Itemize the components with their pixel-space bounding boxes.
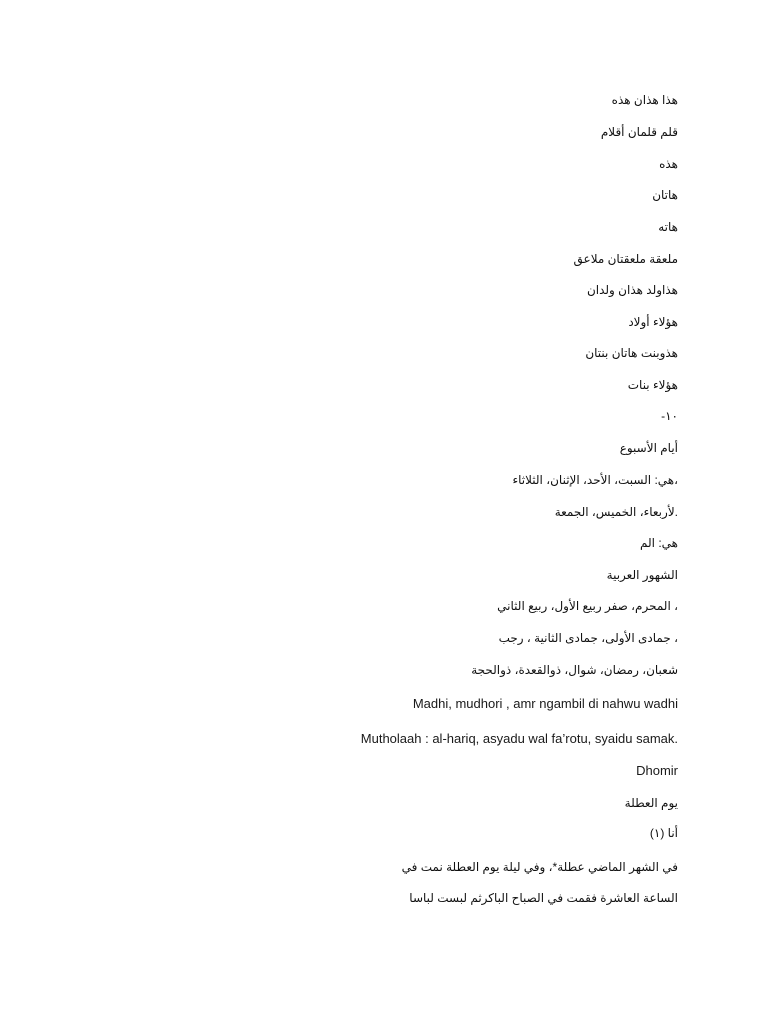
text-line-latin: Mutholaah : al-hariq, asyadu wal fa’rotu, syaidu samak. xyxy=(360,731,678,746)
text-line: هذا هذان هذه xyxy=(611,93,678,107)
text-line: هؤلاء بنات xyxy=(627,378,678,392)
text-line: الساعة العاشرة فقمت في الصباح الباكرثم لبست لباسا xyxy=(409,891,678,905)
text-line: ، المحرم، صفر ربيع الأول، ربيع الثاني xyxy=(497,599,678,613)
text-line: شعبان، رمضان، شوال، ذوالقعدة، ذوالحجة xyxy=(471,663,678,677)
text-line: ملعقة ملعقتان ملاعق xyxy=(573,252,678,266)
text-line: ،هي: السبت، الأحد، الإثنان، الثلاثاء xyxy=(512,473,678,487)
text-line: الشهور العربية xyxy=(606,568,678,582)
text-line: ، جمادى الأولى، جمادى الثانية ، رجب xyxy=(498,631,678,645)
text-line: هذوبنت هاتان بنتان xyxy=(585,346,678,360)
text-line: أيام الأسبوع xyxy=(619,441,678,455)
text-line: يوم العطلة xyxy=(624,796,678,810)
text-line-latin: Dhomir xyxy=(636,763,678,778)
text-line: في الشهر الماضي عطلة*، وفي ليلة يوم العطلة نمت في xyxy=(401,860,678,874)
text-line: -١٠ xyxy=(661,409,678,423)
text-line: هاتان xyxy=(652,188,678,202)
text-line: قلم قلمان أقلام xyxy=(600,125,678,139)
text-line: أنا (١) xyxy=(649,826,678,840)
text-line: هذه xyxy=(659,157,678,171)
text-line: هؤلاء أولاد xyxy=(628,315,678,329)
text-line: هاته xyxy=(658,220,678,234)
text-line: .لأربعاء، الخميس، الجمعة xyxy=(554,505,678,519)
text-line: هي: الم xyxy=(640,536,678,550)
text-line: هذاولد هذان ولدان xyxy=(586,283,678,297)
text-line-latin: Madhi, mudhori , amr ngambil di nahwu wadhi xyxy=(412,696,678,711)
